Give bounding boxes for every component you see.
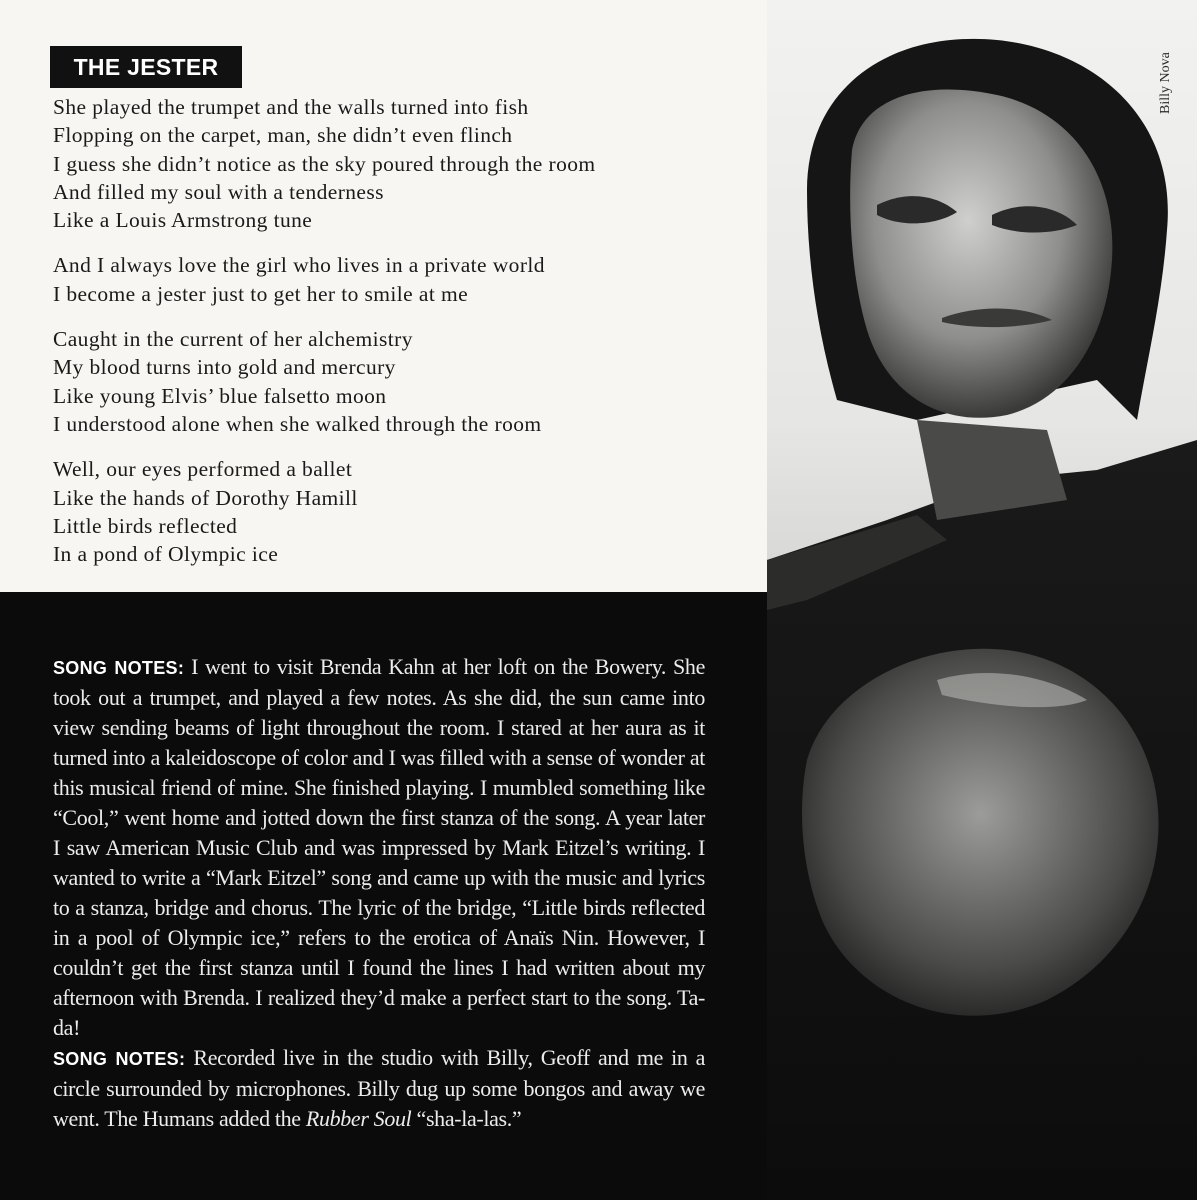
lyric-line: I guess she didn’t notice as the sky poured through the room: [53, 151, 596, 176]
song-notes-text: Recorded live in the studio with Billy, Geoff and me in a circle surrounded by microphones. Billy dug up some bongos and away we went. The Humans added the: [53, 1045, 706, 1131]
photo-credit: Billy Nova: [1158, 52, 1173, 114]
song-notes: [53, 652, 705, 1134]
song-notes-text: I went to visit Brenda Kahn at her loft on the Bowery. She took out a trumpet, and played a few notes. As she did, the sun came into view sending beams of light throughout the room. I stared at her aura as it turned into a kaleidoscope of color and I was filled with a sense of wonder at this musical friend of mine. She finished playing. I mumbled something like “Cool,” went home and jotted down the first stanza of the song. A year later I saw American Music Club and was impressed by Mark Eitzel’s writing. I wanted to write a “Mark Eitzel” song and came up with the music and lyrics to a stanza, bridge and chorus. The lyric of the bridge, “Little birds reflected in a pool of Olympic ice,” refers to the erotica of Anaïs Nin. However, I couldn’t get the first stanza until I found the lines I had written about my afternoon with Brenda. I realized they’d make a perfect start to the song. Ta-da!: [53, 654, 705, 1040]
lyric-line: Flopping on the carpet, man, she didn’t even flinch: [53, 123, 513, 148]
portrait-illustration: [767, 0, 1197, 1200]
lyric-line: Little birds reflected: [53, 513, 238, 538]
stanza: [53, 455, 753, 568]
portrait-photo: [767, 0, 1197, 1200]
lyric-line: Well, our eyes performed a ballet: [53, 457, 353, 482]
lyric-line: In a pond of Olympic ice: [53, 542, 279, 567]
lyric-line: Caught in the current of her alchemistry: [53, 327, 413, 352]
song-notes-text: “sha-la-las.”: [416, 1106, 522, 1131]
song-notes-paragraph: [53, 652, 705, 1043]
album-title: Rubber Soul: [305, 1106, 412, 1131]
lyric-line: And I always love the girl who lives in a private world: [53, 253, 545, 278]
song-notes-paragraph: [53, 1043, 705, 1134]
lyric-line: I understood alone when she walked through the room: [53, 411, 542, 436]
lyric-line: Like the hands of Dorothy Hamill: [53, 485, 358, 510]
lyric-line: Like a Louis Armstrong tune: [53, 208, 313, 233]
lyric-line: I become a jester just to get her to smile at me: [53, 281, 469, 306]
stanza: [53, 93, 753, 234]
song-notes-label: SONG NOTES:: [53, 658, 185, 678]
lyric-line: Like young Elvis’ blue falsetto moon: [53, 383, 387, 408]
lyrics: [53, 93, 753, 585]
stanza: [53, 325, 753, 438]
song-title: THE JESTER: [50, 46, 242, 88]
song-notes-label: SONG NOTES:: [53, 1049, 186, 1069]
lyrics-panel: [0, 0, 767, 592]
lyric-line: And filled my soul with a tenderness: [53, 179, 384, 204]
stanza: [53, 251, 753, 308]
lyric-line: She played the trumpet and the walls turned into fish: [53, 95, 529, 119]
lyric-line: My blood turns into gold and mercury: [53, 355, 396, 380]
